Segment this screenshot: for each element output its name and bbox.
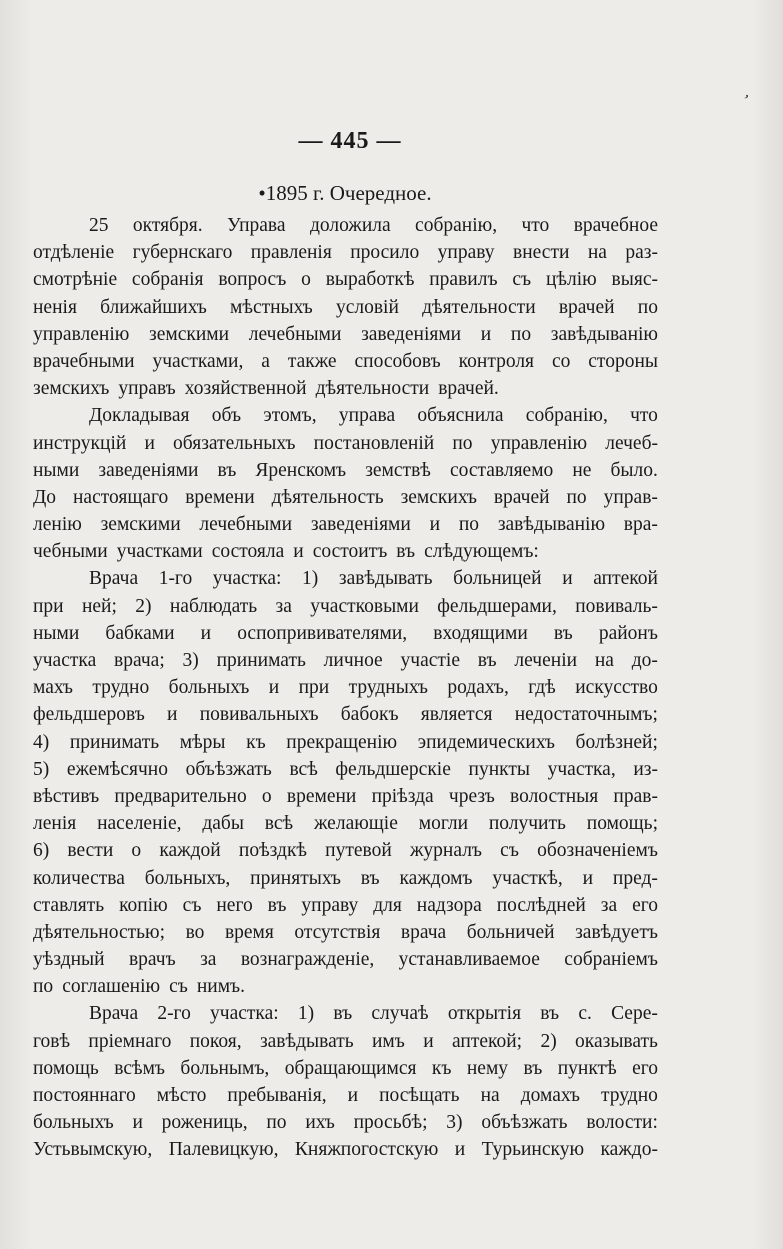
text-line: До настоящаго времени дѣятельность земскихъ врачей по управ- (33, 486, 658, 508)
text-line: врачебными участками, а также способовъ контроля со стороны (33, 350, 658, 372)
text-line: махъ трудно больныхъ и при трудныхъ родахъ, гдѣ искусство (33, 677, 658, 699)
text-line: отдѣленіе губернскаго правленія просило управу внести на раз- (33, 242, 658, 264)
text-line: уѣздный врачъ за вознагражденіе, устанавливаемое собраніемъ (33, 949, 658, 971)
text-line: помощь всѣмъ больнымъ, обращающимся къ нему въ пунктѣ его (33, 1057, 658, 1079)
text-line: фельдшеровъ и повивальныхъ бабокъ является недостаточнымъ; (33, 704, 658, 726)
text-line: управленію земскими лечебными заведеніями и по завѣдыванію (33, 323, 658, 345)
text-line: чебными участками состояла и состоитъ въ слѣдующемъ: (33, 541, 539, 563)
text-line: по соглашенію съ нимъ. (33, 976, 245, 998)
text-line: 4) принимать мѣры къ прекращенію эпидемическихъ болѣзней; (33, 731, 658, 753)
text-line: Врача 1-го участка: 1) завѣдывать больницей и аптекой (89, 568, 658, 590)
body-text (33, 212, 658, 1164)
text-line: количества больныхъ, принятыхъ въ каждомъ участкѣ, и пред- (33, 867, 658, 889)
stray-pen-mark: ʼ (738, 91, 751, 110)
text-line: больныхъ и рожениць, по ихъ просьбѣ; 3) объѣзжать волости: (33, 1112, 658, 1134)
text-line: инструкцій и обязательныхъ постановленій по управленію лечеб- (33, 432, 658, 454)
text-line: Докладывая объ этомъ, управа объяснила собранію, что (89, 405, 658, 427)
text-line: 6) вести о каждой поѣздкѣ путевой журналъ съ обозначеніемъ (33, 840, 658, 862)
section-heading: •1895 г. Очередное. (258, 181, 432, 205)
text-line: ленію земскими лечебными заведеніями и по завѣдыванію вра- (33, 514, 658, 536)
text-line: постояннаго мѣсто пребыванія, и посѣщать на домахъ трудно (33, 1085, 658, 1106)
text-line: ными бабками и оспопрививателями, входящими въ районъ (33, 622, 658, 644)
page-number: — 445 — (298, 128, 402, 154)
text-line: вѣстивъ предварительно о времени пріѣзда чрезъ волостныя прав- (33, 785, 658, 807)
text-line: земскихъ управъ хозяйственной дѣятельности врачей. (33, 378, 499, 400)
text-line: говѣ пріемнаго покоя, завѣдывать имъ и аптекой; 2) оказывать (33, 1030, 658, 1052)
text-line: Устьвымскую, Палевицкую, Княжпогостскую и Турьинскую каждо- (33, 1139, 658, 1161)
text-line: ленія населеніе, дабы всѣ желающіе могли получить помощь; (33, 813, 658, 835)
text-line: дѣятельностью; во время отсутствія врача больничей завѣдуетъ (33, 921, 658, 943)
text-line: участка врача; 3) принимать личное участіе въ леченіи на до- (33, 650, 658, 671)
text-line: ненія ближайшихъ мѣстныхъ условій дѣятельности врачей по (33, 296, 658, 318)
text-line: 25 октября. Управа доложила собранію, что врачебное (89, 215, 658, 236)
text-line: смотрѣніе собранія вопросъ о выработкѣ правилъ съ цѣлію выяс- (33, 269, 658, 291)
text-line: ными заведеніями въ Яренскомъ земствѣ составляемо не было. (33, 459, 658, 481)
text-line: ставлять копію съ него въ управу для надзора послѣдней за его (33, 894, 658, 916)
text-line: 5) ежемѣсячно объѣзжать всѣ фельдшерскіе пункты участка, из- (33, 758, 658, 780)
text-line: при ней; 2) наблюдать за участковыми фельдшерами, повиваль- (33, 595, 658, 617)
text-line: Врача 2-го участка: 1) въ случаѣ открытія въ с. Сере- (89, 1003, 658, 1025)
